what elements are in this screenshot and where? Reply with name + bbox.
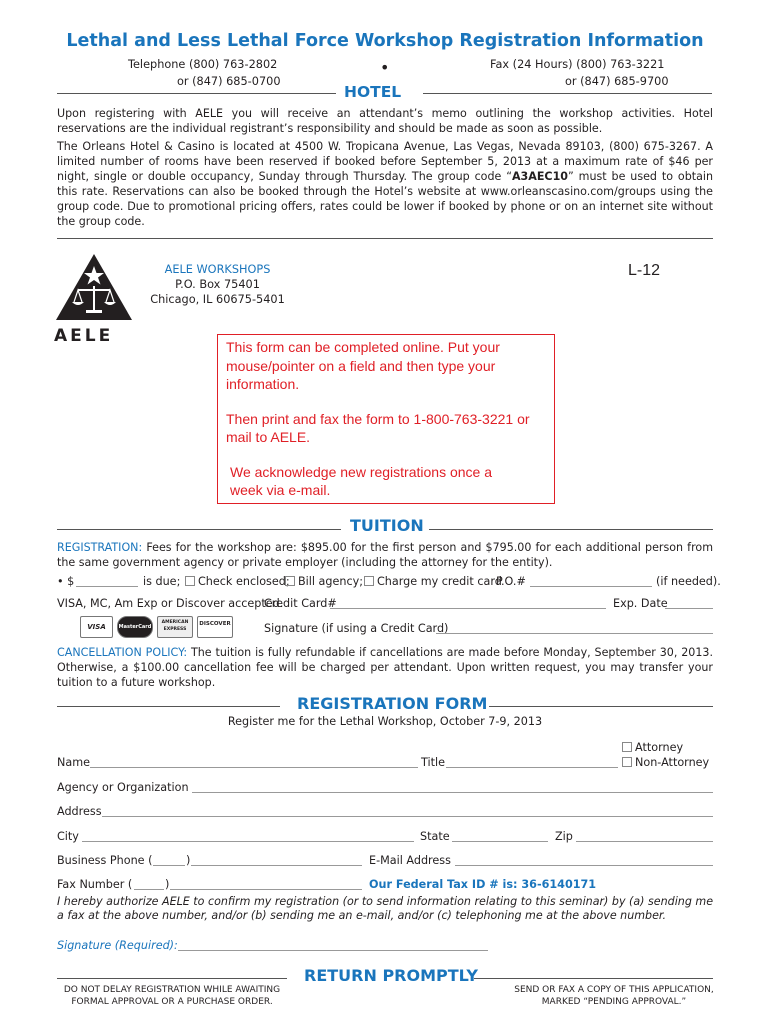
registration-form-heading: REGISTRATION FORM bbox=[297, 694, 488, 713]
phone-paren: ) bbox=[186, 854, 191, 867]
cancellation-policy: CANCELLATION POLICY: The tuition is fully refundable if cancellations are made before Monday, September 30, 2013. Otherwise, a $100.00 cancellation fee will be charged per attendant. Upon written request, you may transfer your tuition to a future workshop. bbox=[57, 646, 713, 689]
hotel-heading: HOTEL bbox=[344, 83, 402, 101]
mastercard-icon: MasterCard bbox=[117, 616, 153, 638]
po-number-input[interactable] bbox=[530, 574, 652, 587]
checkbox-icon bbox=[622, 742, 632, 752]
notice-line-3: We acknowledge new registrations once a week via e-mail. bbox=[230, 463, 493, 498]
non-attorney-checkbox[interactable]: Non-Attorney bbox=[622, 756, 709, 769]
fax-paren: ) bbox=[165, 878, 170, 891]
tuition-heading: TUITION bbox=[350, 516, 424, 535]
if-needed-label: (if needed). bbox=[656, 575, 721, 588]
business-phone-label: Business Phone ( bbox=[57, 854, 153, 867]
is-due-label: is due; bbox=[143, 575, 181, 588]
authorization-statement: I hereby authorize AELE to confirm my registration (or to send information relating to this seminar) by (a) sending me a fax at the above number, and/or (b) sending me an e-mail, and/or (c) telephoning me at the above number. bbox=[57, 895, 714, 922]
amount-due-input[interactable] bbox=[76, 574, 138, 587]
cards-accepted-label: VISA, MC, Am Exp or Discover accepted. bbox=[57, 597, 284, 610]
scales-of-justice-icon bbox=[54, 252, 134, 322]
group-code: A3AEC10 bbox=[511, 170, 569, 183]
exp-date-input[interactable] bbox=[665, 596, 713, 609]
address-box: P.O. Box 75401 bbox=[175, 278, 260, 291]
header-bullet: • bbox=[380, 58, 390, 77]
check-enclosed-checkbox[interactable]: Check enclosed; bbox=[185, 575, 290, 588]
fax-label: Fax Number ( bbox=[57, 878, 133, 891]
state-input[interactable] bbox=[452, 829, 548, 842]
fax-number-input[interactable] bbox=[170, 877, 362, 890]
credit-card-input[interactable] bbox=[330, 596, 606, 609]
agency-label: Agency or Organization bbox=[57, 781, 189, 794]
card-signature-label: Signature (if using a Credit Card) bbox=[264, 622, 449, 635]
email-label: E-Mail Address bbox=[369, 854, 451, 867]
city-label: City bbox=[57, 830, 79, 843]
title-input[interactable] bbox=[446, 755, 618, 768]
name-label: Name bbox=[57, 756, 91, 769]
notice-line-1: This form can be completed online. Put your mouse/pointer on a field and then type your information. bbox=[226, 339, 500, 392]
address-label: Address bbox=[57, 805, 102, 818]
card-signature-input[interactable] bbox=[436, 621, 713, 634]
form-code: L-12 bbox=[628, 262, 661, 279]
credit-card-label: Credit Card# bbox=[264, 597, 337, 610]
federal-tax-id: Our Federal Tax ID # is: 36-6140171 bbox=[369, 878, 597, 891]
amount-due-bullet: • $ bbox=[57, 575, 75, 588]
email-input[interactable] bbox=[455, 853, 713, 866]
po-label: P.O.# bbox=[496, 575, 526, 588]
attorney-checkbox[interactable]: Attorney bbox=[622, 741, 683, 754]
hotel-details: The Orleans Hotel & Casino is located at 4500 W. Tropicana Avenue, Las Vegas, Nevada 89103, (800) 675-3267. A limited number of rooms have been reserved if booked before September 5, 2013 at a maximum rate of $46 per night, single or double occupancy, Sunday through Thursday. The group code “A3AEC10” must be used to obtain this rate. Reservations can also be booked through the Hotel’s website at www.orleanscasino.com/groups using the group code. Due to promotional pricing offers, rates could be lower if booked by phone or on an internet site without the group code. bbox=[57, 140, 713, 228]
exp-date-label: Exp. Date bbox=[613, 597, 668, 610]
amex-card-icon: AMERICAN EXPRESS bbox=[157, 616, 193, 638]
mailing-address bbox=[140, 262, 295, 307]
checkbox-icon bbox=[285, 576, 295, 586]
phone-area-code-input[interactable] bbox=[153, 853, 185, 866]
fax-primary: Fax (24 Hours) (800) 763-3221 bbox=[490, 58, 665, 71]
name-input[interactable] bbox=[90, 755, 418, 768]
checkbox-icon bbox=[622, 757, 632, 767]
address-city: Chicago, IL 60675-5401 bbox=[150, 293, 285, 306]
business-phone-input[interactable] bbox=[191, 853, 362, 866]
agency-input[interactable] bbox=[192, 780, 713, 793]
state-label: State bbox=[420, 830, 450, 843]
checkbox-icon bbox=[364, 576, 374, 586]
city-input[interactable] bbox=[82, 829, 414, 842]
signature-required-input[interactable] bbox=[178, 938, 488, 951]
registration-fees: REGISTRATION: Fees for the workshop are: $895.00 for the first person and $795.00 for each additional person from the same government agency or private employer (including the attorney for the entity). bbox=[57, 541, 713, 569]
notice-line-2: Then print and fax the form to 1-800-763-3221 or mail to AELE. bbox=[226, 410, 530, 445]
online-form-notice bbox=[217, 334, 555, 504]
signature-required-label: Signature (Required): bbox=[57, 939, 178, 952]
address-org: AELE WORKSHOPS bbox=[164, 263, 271, 276]
footer-left-note: DO NOT DELAY REGISTRATION WHILE AWAITING FORMAL APPROVAL OR A PURCHASE ORDER. bbox=[63, 985, 281, 1007]
title-label: Title bbox=[421, 756, 445, 769]
zip-input[interactable] bbox=[576, 829, 713, 842]
logo-wordmark: AELE bbox=[54, 326, 114, 346]
visa-card-icon: VISA bbox=[80, 616, 113, 638]
return-promptly-heading: RETURN PROMPTLY bbox=[304, 966, 478, 985]
fax-area-code-input[interactable] bbox=[134, 877, 164, 890]
address-input[interactable] bbox=[102, 804, 713, 817]
telephone-secondary: or (847) 685-0700 bbox=[177, 75, 281, 88]
footer-right-note: SEND OR FAX A COPY OF THIS APPLICATION, MARKED “PENDING APPROVAL.” bbox=[514, 985, 714, 1007]
telephone-primary: Telephone (800) 763-2802 bbox=[128, 58, 278, 71]
aele-logo bbox=[54, 252, 134, 346]
hotel-intro: Upon registering with AELE you will receive an attendant’s memo outlining the workshop activities. Hotel reservations are the individual registrant’s responsibility and should be made as soon as possible. bbox=[57, 107, 713, 135]
bill-agency-checkbox[interactable]: Bill agency; bbox=[285, 575, 363, 588]
fax-secondary: or (847) 685-9700 bbox=[565, 75, 669, 88]
charge-card-checkbox[interactable]: Charge my credit card bbox=[364, 575, 502, 588]
discover-card-icon: DISCOVER bbox=[197, 616, 233, 638]
zip-label: Zip bbox=[555, 830, 573, 843]
checkbox-icon bbox=[185, 576, 195, 586]
workshop-dates: Register me for the Lethal Workshop, October 7-9, 2013 bbox=[227, 715, 543, 728]
page-title: Lethal and Less Lethal Force Workshop Registration Information bbox=[66, 31, 704, 51]
